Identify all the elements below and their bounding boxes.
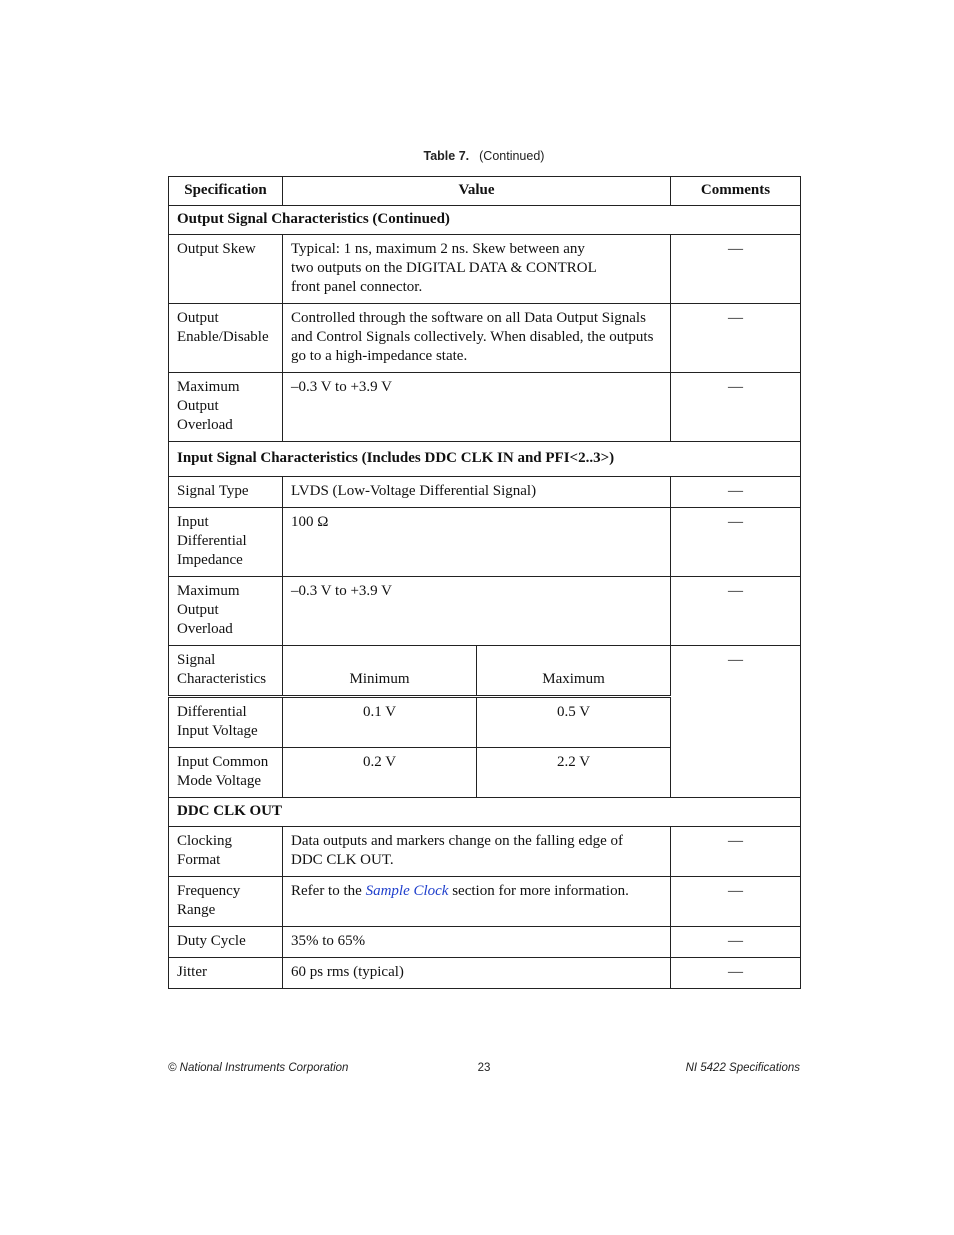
value-cell: 60 ps rms (typical) [283, 958, 671, 989]
spec-cell: Maximum Output Overload [169, 577, 283, 646]
header-specification: Specification [169, 177, 283, 206]
table-caption [168, 149, 800, 163]
table-row [169, 958, 801, 989]
spec-cell: Maximum Output Overload [169, 373, 283, 442]
table-row [169, 827, 801, 877]
comment-cell: — [671, 508, 801, 577]
spec-cell: Signal Characteristics [169, 646, 283, 697]
comment-cell: — [671, 958, 801, 989]
comment-cell: — [671, 235, 801, 304]
comment-cell: — [671, 646, 801, 798]
value-cell: –0.3 V to +3.9 V [283, 373, 671, 442]
section-input-signal: Input Signal Characteristics (Includes DDC CLK IN and PFI<2..3>) [169, 442, 801, 477]
max-value-cell: 0.5 V [477, 697, 671, 748]
footer-copyright: © National Instruments Corporation [168, 1062, 349, 1074]
value-cell: LVDS (Low-Voltage Differential Signal) [283, 477, 671, 508]
spec-cell: Output Skew [169, 235, 283, 304]
table-row [169, 373, 801, 442]
section-row [169, 798, 801, 827]
spec-cell: Frequency Range [169, 877, 283, 927]
table-row [169, 304, 801, 373]
value-text: Refer to the [291, 883, 366, 899]
value-text: section for more information. [448, 883, 629, 899]
value-cell: Typical: 1 ns, maximum 2 ns. Skew between any two outputs on the DIGITAL DATA & CONTROL front panel connector. [283, 235, 671, 304]
value-cell: 35% to 65% [283, 927, 671, 958]
table-row [169, 508, 801, 577]
footer-doc-title: NI 5422 Specifications [685, 1062, 800, 1074]
table-row [169, 927, 801, 958]
header-comments: Comments [671, 177, 801, 206]
section-ddc-clk-out: DDC CLK OUT [169, 798, 801, 827]
table-row [169, 235, 801, 304]
spec-cell: Jitter [169, 958, 283, 989]
spec-cell: Output Enable/Disable [169, 304, 283, 373]
page-footer [168, 1062, 800, 1078]
comment-cell: — [671, 373, 801, 442]
min-value-cell: 0.2 V [283, 748, 477, 798]
table-row [169, 477, 801, 508]
subheader-maximum: Maximum [477, 646, 671, 697]
comment-cell: — [671, 304, 801, 373]
spec-cell: Duty Cycle [169, 927, 283, 958]
table-row [169, 577, 801, 646]
value-cell [283, 877, 671, 927]
footer-page-number: 23 [477, 1062, 491, 1074]
comment-cell: — [671, 477, 801, 508]
value-cell: 100 Ω [283, 508, 671, 577]
min-value-cell: 0.1 V [283, 697, 477, 748]
spec-cell: Differential Input Voltage [169, 697, 283, 748]
header-row [169, 177, 801, 206]
comment-cell: — [671, 577, 801, 646]
spec-cell: Clocking Format [169, 827, 283, 877]
spec-cell: Input Differential Impedance [169, 508, 283, 577]
table-caption-label: Table 7. [423, 149, 470, 163]
value-cell: Data outputs and markers change on the falling edge of DDC CLK OUT. [283, 827, 671, 877]
max-value-cell: 2.2 V [477, 748, 671, 798]
spec-cell: Input Common Mode Voltage [169, 748, 283, 798]
comment-cell: — [671, 827, 801, 877]
value-cell: Controlled through the software on all Data Output Signals and Control Signals collectively. When disabled, the outputs go to a high-impedance state. [283, 304, 671, 373]
comment-cell: — [671, 877, 801, 927]
sample-clock-link[interactable]: Sample Clock [365, 883, 449, 899]
spec-table [168, 176, 801, 989]
table-caption-text: (Continued) [479, 149, 545, 163]
section-row [169, 206, 801, 235]
spec-cell: Signal Type [169, 477, 283, 508]
value-cell: –0.3 V to +3.9 V [283, 577, 671, 646]
subheader-minimum: Minimum [283, 646, 477, 697]
table-row [169, 877, 801, 927]
header-value: Value [283, 177, 671, 206]
table-row [169, 646, 801, 697]
section-row [169, 442, 801, 477]
section-output-signal: Output Signal Characteristics (Continued) [169, 206, 801, 235]
comment-cell: — [671, 927, 801, 958]
